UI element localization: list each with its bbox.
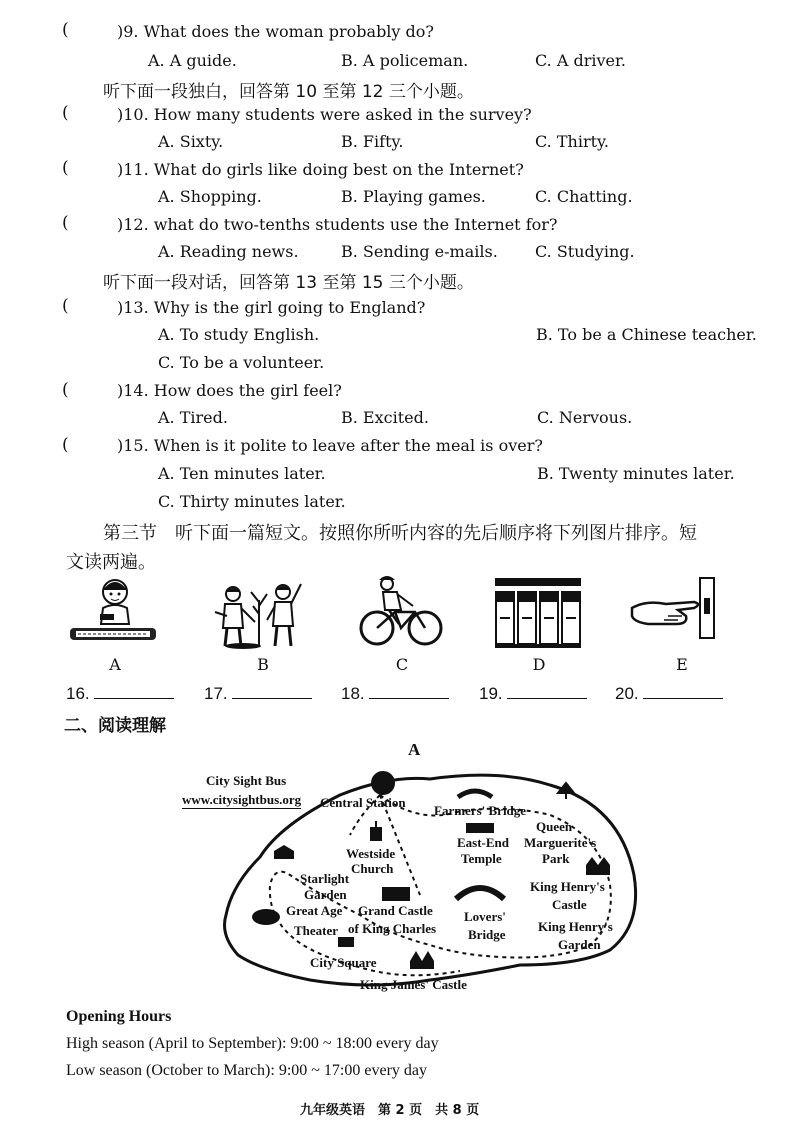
picture-c-bicycle-icon xyxy=(355,572,445,650)
blank-19-number: 19. xyxy=(479,684,503,703)
map-brand: City Sight Bus xyxy=(206,773,287,788)
q13-option-a: A. To study English. xyxy=(158,325,320,344)
map-central-station: Central Station xyxy=(320,795,406,810)
q12-option-a: A. Reading news. xyxy=(158,242,299,261)
church-icon xyxy=(370,827,382,841)
park-tree-icon xyxy=(558,783,574,799)
page-footer: 九年级英语 第 2 页 共 8 页 xyxy=(300,1103,480,1118)
map-starlight-1: Starlight xyxy=(300,871,350,886)
blank-17-number: 17. xyxy=(204,684,228,703)
farmers-bridge-icon xyxy=(458,791,492,797)
q11-option-c: C. Chatting. xyxy=(535,187,633,206)
blank-18-number: 18. xyxy=(341,684,365,703)
map-khcastle-1: King Henry's xyxy=(530,879,605,894)
answer-paren: ( xyxy=(62,20,69,40)
answer-paren: ( xyxy=(62,213,69,233)
question-13: )13. Why is the girl going to England? xyxy=(117,298,426,317)
answer-paren: ( xyxy=(62,435,69,455)
q14-option-b: B. Excited. xyxy=(341,408,429,427)
blank-line xyxy=(94,684,174,699)
map-grandcastle-2: of King Charles xyxy=(348,921,437,936)
picture-c-label: C xyxy=(395,655,409,674)
map-lovers-1: Lovers' xyxy=(464,909,506,924)
blank-20-number: 20. xyxy=(615,684,639,703)
map-starlight-2: Garden xyxy=(304,887,347,902)
map-queen-1: Queen xyxy=(536,819,573,834)
section3-instruction-cont: 文读两遍。 xyxy=(66,552,156,573)
answer-paren: ( xyxy=(62,380,69,400)
q11-option-a: A. Shopping. xyxy=(158,187,262,206)
picture-d-recycling-bins-icon xyxy=(493,572,583,650)
q9-option-c: C. A driver. xyxy=(535,51,626,70)
map-king-james-castle: King James' Castle xyxy=(360,977,467,992)
answer-blank-17[interactable] xyxy=(204,684,312,704)
map-queen-3: Park xyxy=(542,851,570,866)
section3-instruction: 第三节 听下面一篇短文。按照你所听内容的先后顺序将下列图片排序。短 xyxy=(103,523,697,544)
question-11: )11. What do girls like doing best on the Internet? xyxy=(117,160,524,179)
map-grandcastle-1: Grand Castle xyxy=(358,903,433,918)
map-eastend-2: Temple xyxy=(461,851,502,866)
q14-option-a: A. Tired. xyxy=(158,408,228,427)
q11-option-b: B. Playing games. xyxy=(341,187,486,206)
q12-option-b: B. Sending e-mails. xyxy=(341,242,498,261)
temple-icon xyxy=(466,823,494,833)
picture-e-label: E xyxy=(676,655,688,674)
q9-option-b: B. A policeman. xyxy=(341,51,469,70)
q9-option-a: A. A guide. xyxy=(148,51,237,70)
q15-option-a: A. Ten minutes later. xyxy=(158,464,326,483)
question-15: )15. When is it polite to leave after the meal is over? xyxy=(117,436,543,455)
blank-line xyxy=(507,684,587,699)
q12-option-c: C. Studying. xyxy=(535,242,635,261)
q10-option-b: B. Fifty. xyxy=(341,132,404,151)
q15-option-c: C. Thirty minutes later. xyxy=(158,492,346,511)
map-farmers-bridge: Farmers' Bridge xyxy=(434,803,527,818)
map-greatage-2: Theater xyxy=(294,923,339,938)
map-westside-1: Westside xyxy=(346,846,396,861)
picture-d-label: D xyxy=(532,655,546,674)
picture-b-label: B xyxy=(257,655,269,674)
q13-option-b: B. To be a Chinese teacher. xyxy=(536,325,757,344)
q10-option-a: A. Sixty. xyxy=(158,132,224,151)
low-season-hours: Low season (October to March): 9:00 ~ 17:00 every day xyxy=(66,1062,427,1079)
picture-e-switch-off-light-icon xyxy=(628,572,718,650)
instruction-monologue: 听下面一段独白，回答第 10 至第 12 三个小题。 xyxy=(103,82,474,102)
answer-paren: ( xyxy=(62,158,69,178)
theater-icon xyxy=(252,909,280,925)
map-url: www.citysightbus.org xyxy=(182,792,302,807)
answer-paren: ( xyxy=(62,103,69,123)
map-city-square: City Square xyxy=(310,955,377,970)
blank-16-number: 16. xyxy=(66,684,90,703)
question-9: )9. What does the woman probably do? xyxy=(117,22,434,41)
city-square-icon xyxy=(338,937,354,947)
passage-label: A xyxy=(408,740,421,759)
map-queen-2: Marguerite's xyxy=(524,835,597,850)
question-14: )14. How does the girl feel? xyxy=(117,381,342,400)
lovers-bridge-icon xyxy=(456,888,504,899)
blank-line xyxy=(369,684,449,699)
blank-line xyxy=(232,684,312,699)
map-lovers-2: Bridge xyxy=(468,927,506,942)
blank-line xyxy=(643,684,723,699)
instruction-dialogue: 听下面一段对话，回答第 13 至第 15 三个小题。 xyxy=(103,273,474,293)
question-10: )10. How many students were asked in the survey? xyxy=(117,105,532,124)
q15-option-b: B. Twenty minutes later. xyxy=(537,464,735,483)
grand-castle-icon xyxy=(382,887,410,901)
map-khgarden-1: King Henry's xyxy=(538,919,613,934)
opening-hours-title: Opening Hours xyxy=(66,1008,172,1025)
map-greatage-1: Great Age xyxy=(286,903,343,918)
map-westside-2: Church xyxy=(351,861,394,876)
map-khcastle-2: Castle xyxy=(552,897,587,912)
king-james-castle-icon xyxy=(410,951,434,969)
picture-a-label: A xyxy=(109,655,121,674)
answer-blank-19[interactable] xyxy=(479,684,587,704)
question-12: )12. what do two-tenths students use the Internet for? xyxy=(117,215,558,234)
king-henrys-castle-icon xyxy=(586,857,610,875)
q13-option-c: C. To be a volunteer. xyxy=(158,353,325,372)
high-season-hours: High season (April to September): 9:00 ~ 18:00 every day xyxy=(66,1035,439,1052)
picture-a-cleaning-icon xyxy=(68,572,158,650)
answer-blank-18[interactable] xyxy=(341,684,449,704)
central-station-icon xyxy=(371,771,395,795)
garden-icon xyxy=(274,845,294,859)
answer-paren: ( xyxy=(62,296,69,316)
q10-option-c: C. Thirty. xyxy=(535,132,610,151)
q14-option-c: C. Nervous. xyxy=(537,408,633,427)
answer-blank-20[interactable] xyxy=(615,684,723,704)
map-khgarden-2: Garden xyxy=(558,937,601,952)
answer-blank-16[interactable] xyxy=(66,684,174,704)
picture-b-planting-trees-icon xyxy=(213,572,303,650)
part2-heading: 二、阅读理解 xyxy=(64,716,166,736)
map-eastend-1: East-End xyxy=(457,835,510,850)
